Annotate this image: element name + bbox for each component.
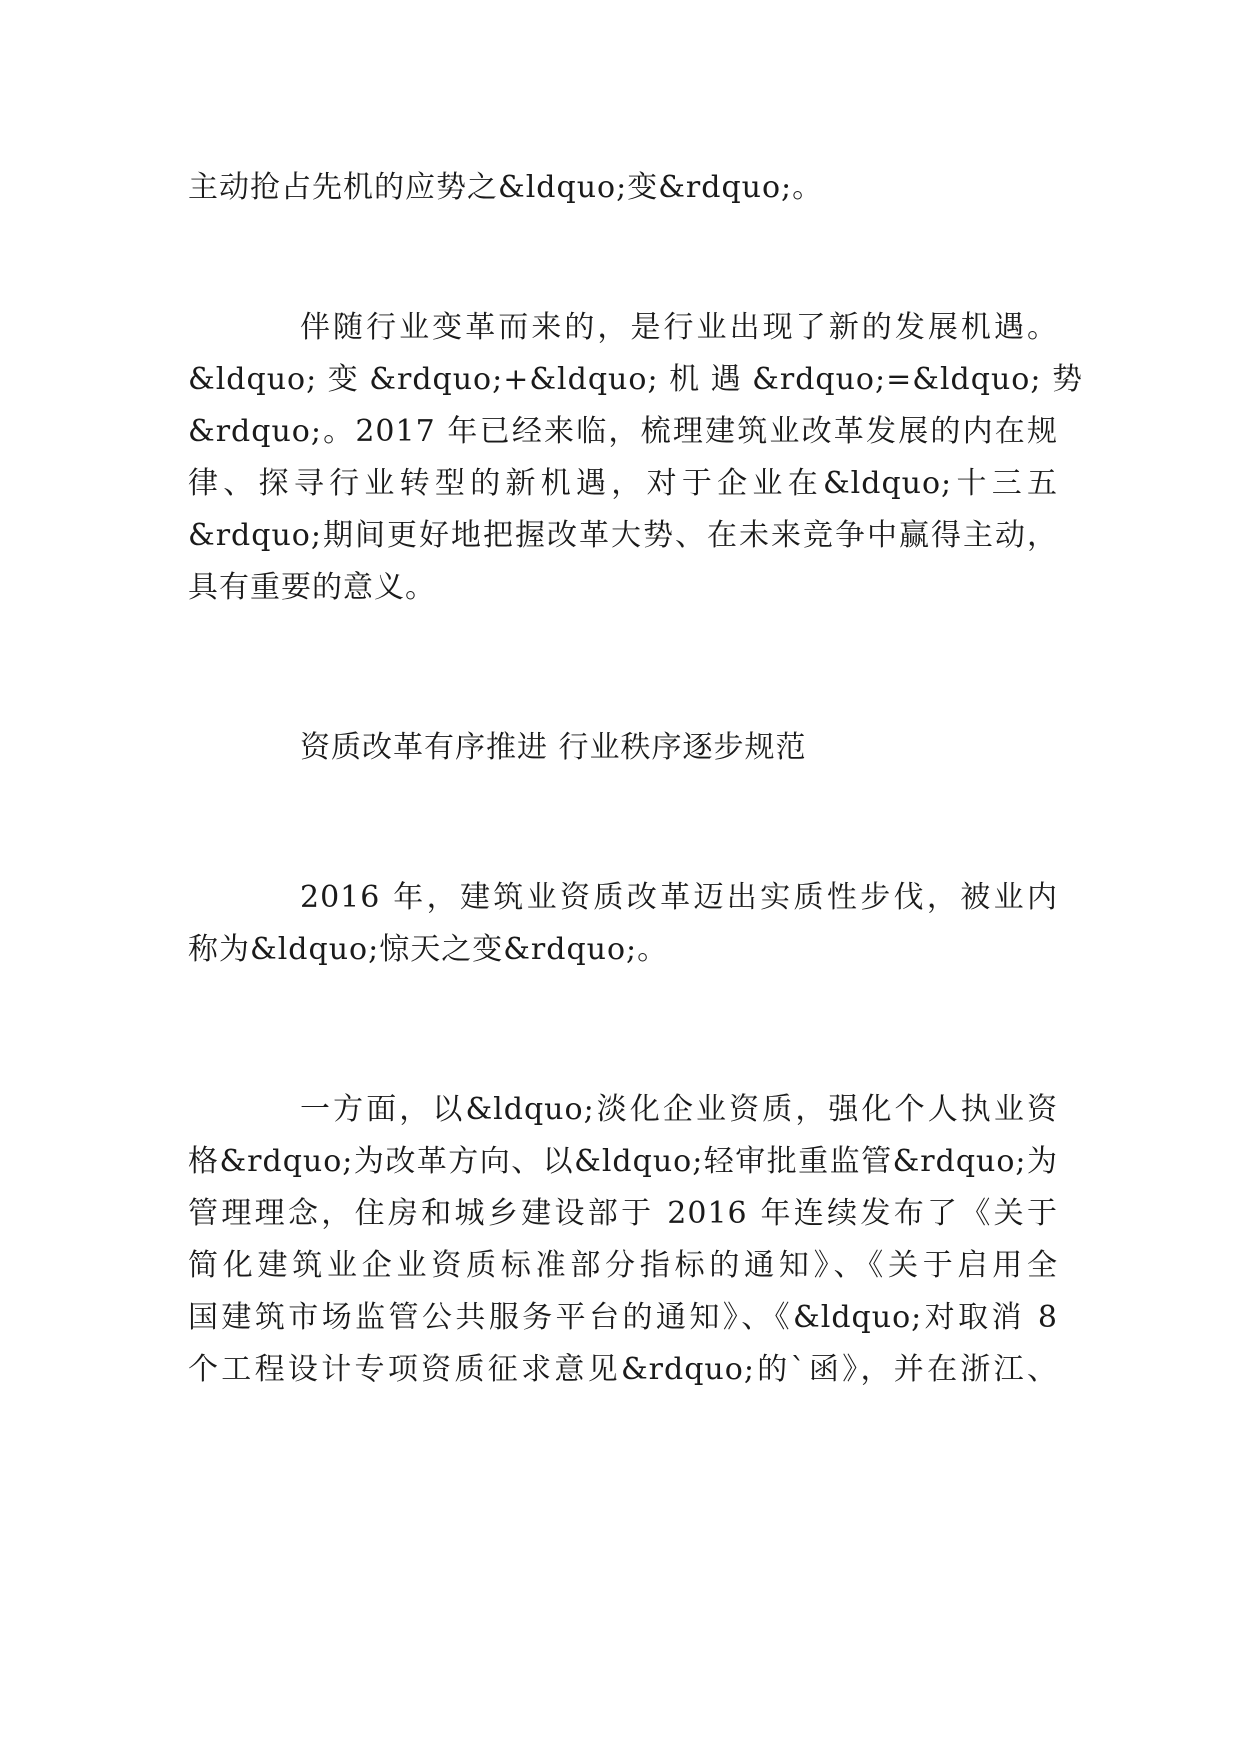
paragraph-line: 2016 年，建筑业资质改革迈出实质性步伐，被业内 xyxy=(300,880,1058,915)
paragraph-line: 具有重要的意义。 xyxy=(188,570,436,605)
paragraph-line: 伴随行业变革而来的，是行业出现了新的发展机遇。 xyxy=(300,310,1058,345)
paragraph-line: 管理理念，住房和城乡建设部于 2016 年连续发布了《关于 xyxy=(188,1196,1058,1231)
paragraph-line: &ldquo; 变 &rdquo;+&ldquo; 机 遇 &rdquo;=&ldquo; 势 xyxy=(188,362,1083,397)
paragraph-line: 国建筑市场监管公共服务平台的通知》、《&ldquo;对取消 8 xyxy=(188,1300,1058,1335)
paragraph-line: 格&rdquo;为改革方向、以&ldquo;轻审批重监管&rdquo;为 xyxy=(188,1144,1058,1179)
paragraph-line: 主动抢占先机的应势之&ldquo;变&rdquo;。 xyxy=(188,170,824,205)
paragraph-line: &rdquo;期间更好地把握改革大势、在未来竞争中赢得主动， xyxy=(188,518,1058,553)
paragraph-line: 律、探寻行业转型的新机遇，对于企业在&ldquo;十三五 xyxy=(188,466,1058,501)
paragraph-line: 一方面，以&ldquo;淡化企业资质，强化个人执业资 xyxy=(300,1092,1058,1127)
paragraph-line: 简化建筑业企业资质标准部分指标的通知》、《关于启用全 xyxy=(188,1248,1058,1283)
section-heading: 资质改革有序推进 行业秩序逐步规范 xyxy=(300,730,807,765)
paragraph-line: 称为&ldquo;惊天之变&rdquo;。 xyxy=(188,932,669,967)
paragraph-line: 个工程设计专项资质征求意见&rdquo;的`函》，并在浙江、 xyxy=(188,1352,1058,1387)
paragraph-line: &rdquo;。2017 年已经来临，梳理建筑业改革发展的内在规 xyxy=(188,414,1058,449)
